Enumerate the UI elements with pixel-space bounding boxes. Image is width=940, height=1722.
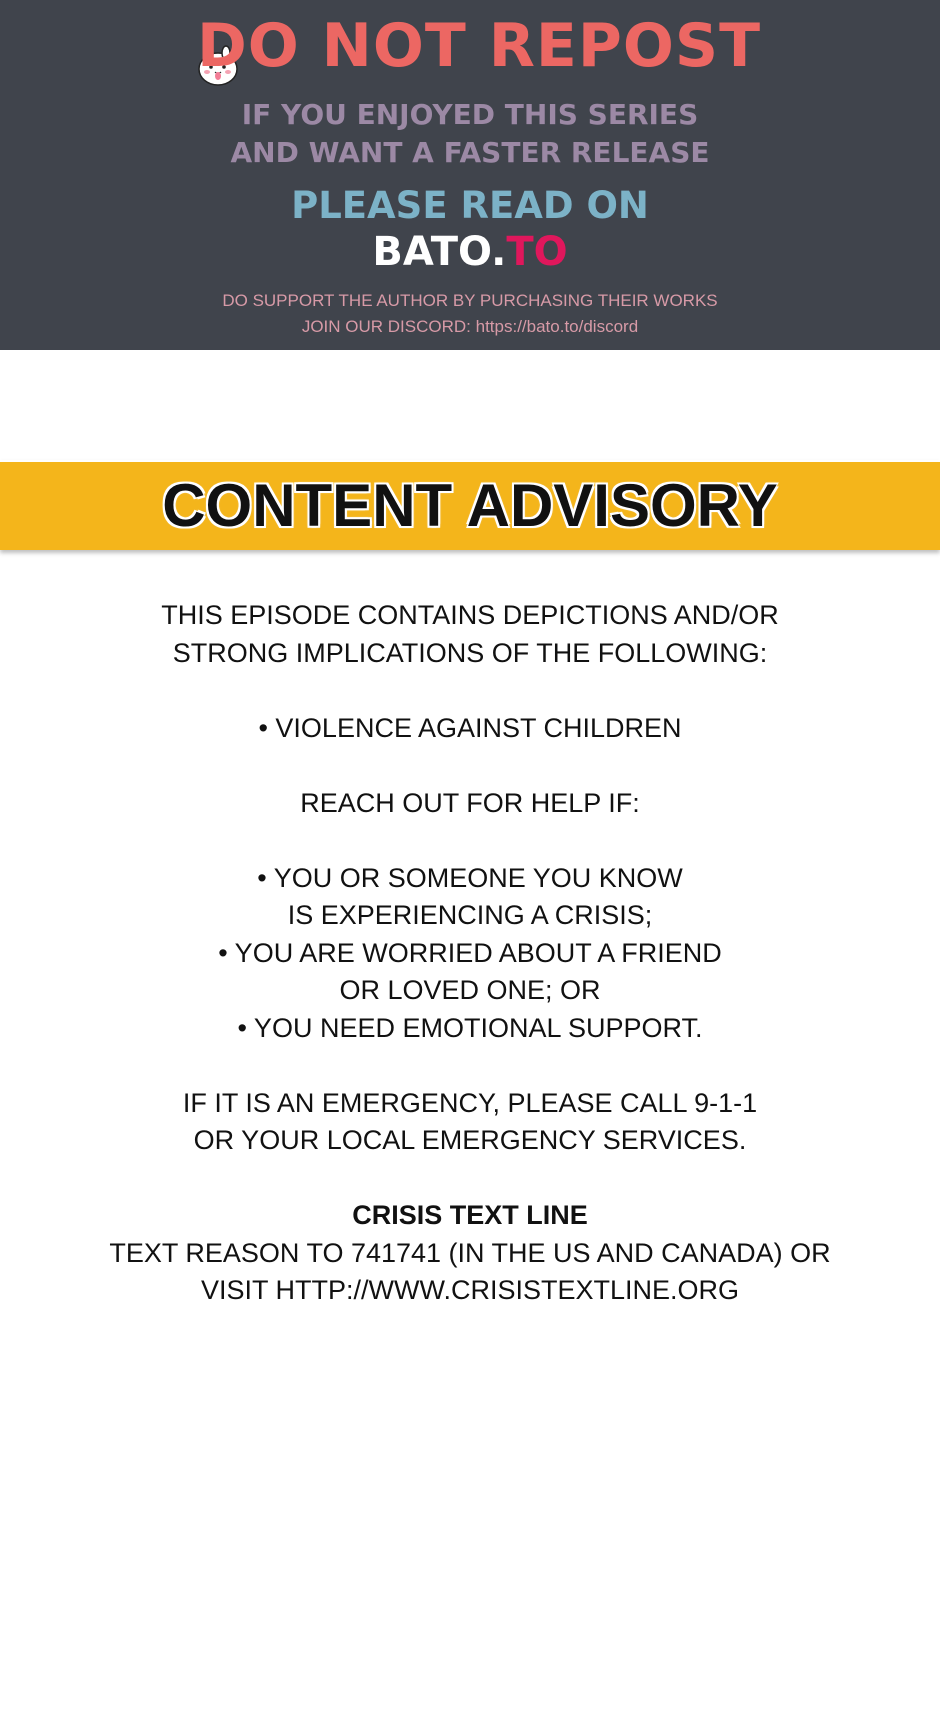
discord-line: JOIN OUR DISCORD: https://bato.to/discord (301, 317, 639, 336)
crisis-line-2: VISIT HTTP://WWW.CRISISTEXTLINE.ORG (200, 1275, 740, 1305)
reach-out-heading: REACH OUT FOR HELP IF: (300, 787, 640, 818)
help-line: • YOU ARE WORRIED ABOUT A FRIEND (218, 937, 722, 968)
faster-release-line-1: IF YOU ENJOYED THIS SERIES (241, 98, 699, 131)
intro-line-2: STRONG IMPLICATIONS OF THE FOLLOWING: (172, 637, 768, 668)
help-line: IS EXPERIENCING A CRISIS; (287, 900, 653, 930)
do-not-repost-title: DO NOT REPOST (196, 11, 762, 81)
help-line: • YOU OR SOMEONE YOU KNOW (257, 862, 683, 893)
emergency-line-2: OR YOUR LOCAL EMERGENCY SERVICES. (193, 1125, 747, 1155)
support-author-line: DO SUPPORT THE AUTHOR BY PURCHASING THEIR WORKS (222, 291, 718, 310)
content-advisory-title: CONTENT ADVISORY (162, 472, 778, 539)
crisis-text-line-title: CRISIS TEXT LINE (352, 1200, 588, 1230)
site-name-tld: TO (506, 229, 568, 275)
topic-item: • VIOLENCE AGAINST CHILDREN (258, 712, 682, 743)
site-name (0, 228, 940, 276)
content-advisory-bar (0, 460, 940, 550)
faster-release-text (0, 96, 940, 172)
help-line: • YOU NEED EMOTIONAL SUPPORT. (237, 1012, 703, 1043)
site-name-main: BATO. (372, 229, 507, 275)
faster-release-line-2: AND WANT A FASTER RELEASE (230, 136, 710, 169)
help-line: OR LOVED ONE; OR (339, 975, 601, 1005)
please-read-on-text: PLEASE READ ON (291, 184, 649, 227)
intro-line-1: THIS EPISODE CONTAINS DEPICTIONS AND/OR (161, 600, 779, 630)
emergency-line-1: IF IT IS AN EMERGENCY, PLEASE CALL 9-1-1 (182, 1087, 758, 1118)
crisis-line-1: TEXT REASON TO 741741 (IN THE US AND CANADA) OR (109, 1237, 831, 1268)
repost-banner (0, 0, 940, 350)
support-text (0, 288, 940, 340)
advisory-body (0, 597, 940, 1310)
